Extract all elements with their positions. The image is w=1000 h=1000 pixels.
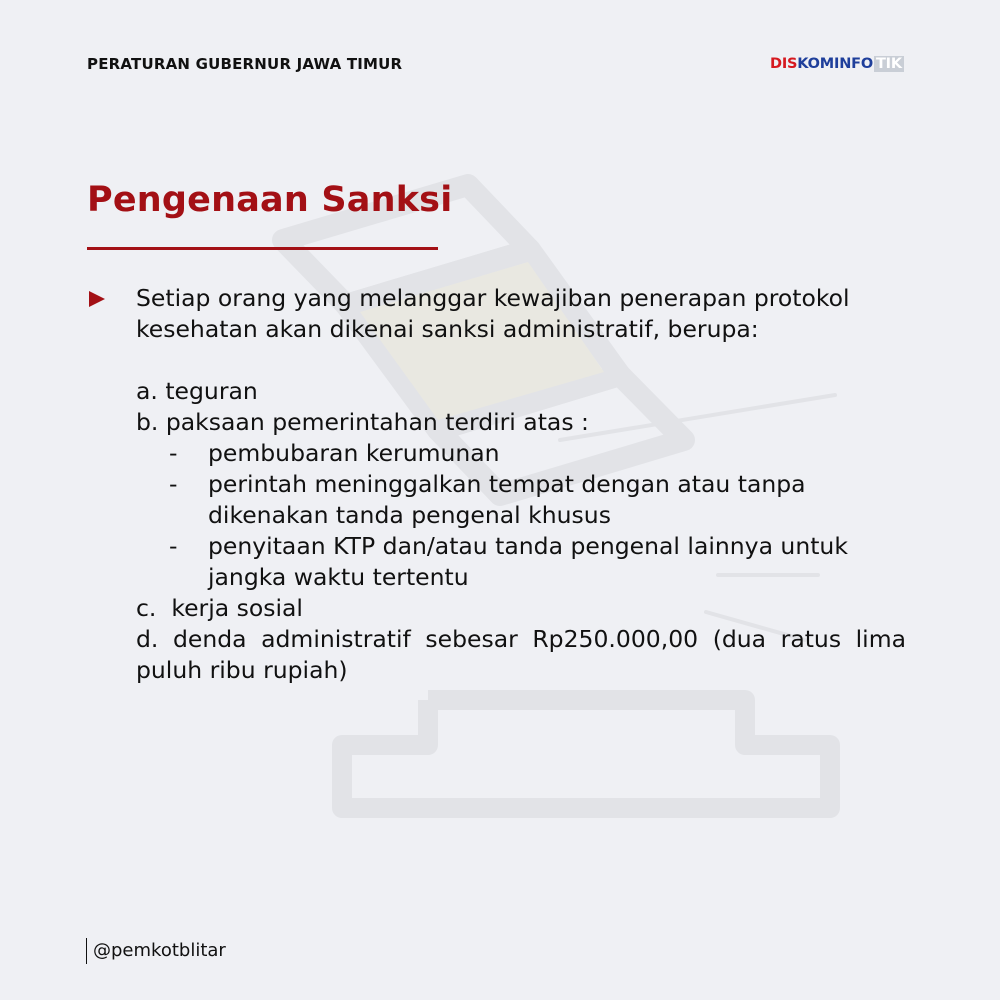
- dash-bullet: -: [169, 470, 178, 498]
- list-item-d: d. denda administratif sebesar Rp250.000,00 (dua ratus lima puluh ribu rupiah): [136, 625, 906, 684]
- list-item-b: b. paksaan pemerintahan terdiri atas :: [136, 408, 589, 436]
- sub-item: [136, 531, 906, 593]
- sub-item-text: pembubaran kerumunan: [208, 439, 500, 467]
- triangle-right-icon: [89, 291, 105, 307]
- diskominfotik-logo: [770, 54, 904, 73]
- social-handle: @pemkotblitar: [86, 938, 226, 964]
- sub-item: [136, 438, 906, 469]
- page-title: Pengenaan Sanksi: [87, 180, 453, 220]
- intro-text: Setiap orang yang melanggar kewajiban penerapan protokol kesehatan akan dikenai sanksi administratif, berupa:: [136, 284, 850, 343]
- title-underline: [87, 247, 438, 250]
- logo-part-kominfo: KOMINFO: [797, 55, 873, 72]
- sub-item-text: perintah meninggalkan tempat dengan atau tanpa dikenakan tanda pengenal khusus: [208, 470, 806, 529]
- list-item-c: c. kerja sosial: [136, 594, 303, 622]
- logo-part-tik: TIK: [875, 55, 902, 72]
- logo-part-dis: DIS: [770, 55, 798, 72]
- sub-item: [136, 469, 906, 531]
- dash-bullet: -: [169, 439, 178, 467]
- dash-bullet: -: [169, 532, 178, 560]
- sub-item-text: penyitaan KTP dan/atau tanda pengenal lainnya untuk jangka waktu tertentu: [208, 532, 848, 591]
- list-item-a: a. teguran: [136, 377, 258, 405]
- sanctions-content: [136, 283, 906, 686]
- header-title: PERATURAN GUBERNUR JAWA TIMUR: [87, 55, 403, 73]
